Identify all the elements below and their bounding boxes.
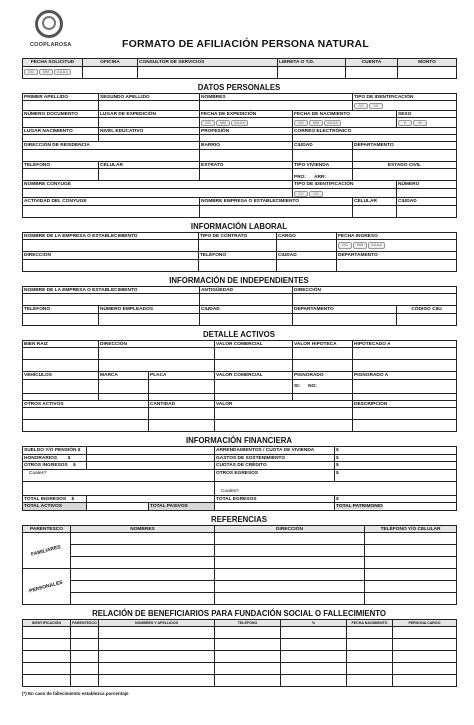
company-logo: [30, 10, 72, 54]
bien-direccion-field[interactable]: [99, 348, 215, 360]
nombres-label: NOMBRES: [200, 93, 353, 101]
estrato-label: ESTRATO: [200, 161, 293, 169]
ciiu-label: CÓDIGO CIIU: [397, 306, 457, 314]
beneficiarios-table: [22, 619, 457, 686]
affiliation-form: [22, 8, 456, 696]
ben-parentesco-label: PARENTESCO: [72, 621, 97, 626]
numero-conyuge-label: NÚMERO: [397, 181, 457, 189]
tipo-id-label: TIPO DE IDENTIFICACIÓN: [353, 93, 457, 101]
ref-parentesco-label: PARENTESCO: [23, 525, 71, 533]
section-independientes: INFORMACIÓN DE INDEPENDIENTES: [169, 275, 309, 285]
top-info-table: [22, 58, 457, 79]
cuales-ingresos-field[interactable]: Cuales?: [23, 469, 215, 481]
arrendamientos-field[interactable]: $: [335, 447, 457, 455]
estrato-field[interactable]: [200, 169, 293, 181]
fecha-ingreso-label: FECHA INGRESO: [337, 232, 457, 240]
cuotas-field[interactable]: $: [335, 462, 457, 470]
fecha-solicitud-label: FECHA SOLICITUD: [23, 59, 83, 67]
ciiu-field[interactable]: [397, 313, 457, 325]
financiera-table: [22, 446, 457, 511]
ben-telefono-label: TELÉFONO: [215, 620, 281, 626]
profesion-label: PROFESIÓN: [200, 127, 293, 135]
nombre-conyuge-field[interactable]: [23, 188, 293, 198]
tipo-id-field[interactable]: CC CE: [353, 101, 457, 111]
bien-valor-field[interactable]: [215, 348, 293, 360]
ben-nombres-label: NOMBRES Y APELLIDOS: [99, 620, 215, 626]
nombres-field[interactable]: [200, 101, 353, 111]
datos-personales-table: [22, 93, 457, 218]
correo-label: CORREO ELECTRÓNICO: [293, 127, 457, 135]
laboral-table: [22, 232, 457, 272]
sexo-label: SEXO: [397, 110, 457, 118]
ind-ciudad-label: CIUDAD: [200, 306, 293, 314]
num-empleados-field[interactable]: [99, 313, 200, 325]
section-beneficiarios: RELACIÓN DE BENEFICIARIOS PARA FUNDACIÓN SOCIAL O FALLECIMIENTO: [92, 609, 386, 619]
vehiculos-label: VEHÍCULOS: [23, 372, 99, 380]
departamento-label: DEPARTAMENTO: [353, 142, 457, 150]
celular-conyuge-field[interactable]: [353, 205, 397, 217]
lugar-nac-field[interactable]: [23, 135, 99, 142]
fecha-exp-field[interactable]: DD MM AAAA: [200, 118, 293, 128]
activos-table: [22, 340, 457, 433]
gastos-label: GASTOS DE SOSTENIMIENTO: [215, 454, 335, 462]
marca-field[interactable]: [99, 379, 149, 393]
ind-empresa-label: NOMBRE DE LA EMPRESA O ESTABLECIMIENTO: [23, 286, 200, 294]
cantidad-field[interactable]: [149, 408, 215, 420]
tipo-contrato-field[interactable]: [199, 240, 277, 252]
arrendamientos-label: ARRENDAMIENTOS / CUOTA DE VIVIENDA: [215, 447, 335, 455]
laboral-ciudad-field[interactable]: [277, 259, 337, 271]
ciudad-conyuge-field[interactable]: [397, 205, 457, 217]
otros-ingresos-field[interactable]: [87, 462, 215, 470]
lugar-exp-label: LUGAR DE EXPEDICIÓN: [99, 110, 200, 118]
ref-nombres-label: NOMBRES: [71, 525, 215, 533]
tipo-vivienda-field[interactable]: PRO: ARR:: [293, 169, 353, 181]
antiguedad-field[interactable]: [200, 294, 293, 306]
libreta-label: LIBRETA O T.D.: [278, 59, 346, 67]
profesion-field[interactable]: [200, 135, 293, 142]
laboral-direccion-field[interactable]: [23, 259, 199, 271]
gastos-field[interactable]: $: [335, 454, 457, 462]
consultor-label: CONSULTOR DE SERVICIOS: [138, 59, 278, 67]
tipo-contrato-label: TIPO DE CONTRATO: [199, 232, 277, 240]
dir-res-label: DIRECCIÓN DE RESIDENCIA: [23, 142, 200, 150]
cuotas-label: CUOTAS DE CRÉDITO: [215, 462, 335, 470]
bien-raiz-label: BIEN RAIZ: [23, 340, 99, 348]
nombre-conyuge-label: NOMBRE CONYUGE: [23, 181, 293, 189]
num-empleados-label: NÚMERO EMPLEADOS: [99, 306, 200, 314]
section-financiera: INFORMACIÓN FINANCIERA: [185, 436, 293, 446]
dir-res-field[interactable]: [23, 149, 200, 161]
fecha-nac-label: FECHA DE NACIMIENTO: [293, 110, 397, 118]
otros-egresos-label: OTROS EGRESOS: [215, 469, 335, 481]
bien-direccion-label: DIRECCIÓN: [99, 340, 215, 348]
cargo-label: CARGO: [277, 232, 337, 240]
departamento-field[interactable]: [353, 149, 457, 161]
segundo-apellido-label: SEGUNDO APELLIDO: [99, 93, 200, 101]
ben-id-label: IDENTIFICACIÓN: [23, 620, 71, 626]
otros-activos-label: OTROS ACTIVOS: [23, 400, 149, 408]
fecha-ingreso-field[interactable]: DD MM AAAA: [337, 240, 457, 252]
lugar-nac-label: LUGAR NACIMIENTO: [23, 127, 99, 135]
otros-ingresos-label: OTROS INGRESOS $: [23, 462, 87, 470]
cargo-field[interactable]: [277, 240, 337, 252]
empresa-conyuge-label: NOMBRE EMPRESA O ESTABLECIMIENTO: [200, 198, 353, 206]
section-datos-personales: DATOS PERSONALES: [197, 82, 281, 92]
numero-conyuge-field[interactable]: [397, 188, 457, 198]
fecha-nac-field[interactable]: DD MM AAAA: [293, 118, 397, 128]
numero-doc-label: NÚMERO DOCUMENTO: [23, 110, 99, 118]
antiguedad-label: ANTIGÜEDAD: [200, 286, 293, 294]
referencias-table: [22, 525, 457, 606]
ind-telefono-label: TELÉFONO: [23, 306, 99, 314]
ind-departamento-field[interactable]: [293, 313, 397, 325]
ref-telefono-label: TELÉFONO Y/O CELULAR: [365, 525, 457, 533]
honorarios-label: HONORARIOS $: [23, 454, 87, 462]
fecha-solicitud-field[interactable]: DD MM AAAA: [23, 66, 83, 78]
barrio-label: BARRIO: [200, 142, 293, 150]
descripcion-label: DESCRIPCIÓN: [353, 400, 457, 408]
sexo-field[interactable]: F M: [397, 118, 457, 128]
correo-field[interactable]: [293, 135, 457, 142]
ind-direccion-label: DIRECCIÓN: [293, 286, 457, 294]
tipo-vivienda-label: TIPO VIVIENDA: [293, 161, 353, 169]
estado-civil-label: ESTADO CIVIL: [353, 161, 457, 169]
laboral-departamento-label: DEPARTAMENTO: [337, 252, 457, 260]
laboral-empresa-field[interactable]: [23, 240, 199, 252]
placa-field[interactable]: [149, 379, 215, 393]
otros-activos-field[interactable]: [23, 408, 149, 420]
veh-valor-field[interactable]: [215, 379, 293, 393]
placa-label: PLACA: [149, 372, 215, 380]
total-egresos-field[interactable]: $: [335, 495, 457, 503]
cuenta-field[interactable]: [346, 66, 398, 78]
telefono-field[interactable]: [23, 169, 99, 181]
primer-apellido-label: PRIMER APELLIDO: [23, 93, 99, 101]
actividad-conyuge-label: ACTIVIDAD DEL CONYUGE: [23, 198, 200, 206]
total-ingresos-label: TOTAL INGRESOS $: [23, 495, 87, 503]
total-egresos-label: TOTAL EGRESOS: [215, 495, 335, 503]
monto-field[interactable]: [398, 66, 457, 78]
veh-valor-label: VALOR COMERCIAL: [215, 372, 293, 380]
ben-cargo-label: PERSONA CARGO: [393, 620, 457, 626]
total-pasivos-label: TOTAL PASIVOS: [149, 503, 215, 511]
sueldo-label: SUELDO Y/O PENSIÓN $: [23, 447, 87, 455]
bien-valor-label: VALOR COMERCIAL: [215, 340, 293, 348]
segundo-apellido-field[interactable]: [99, 101, 200, 111]
otros-valor-field[interactable]: [215, 408, 353, 420]
monto-label: MONTO: [398, 59, 457, 67]
telefono-label: TELÉFONO: [23, 161, 99, 169]
barrio-field[interactable]: [200, 149, 293, 161]
laboral-telefono-label: TELÉFONO: [199, 252, 277, 260]
actividad-conyuge-field[interactable]: [23, 205, 200, 217]
libreta-field[interactable]: [278, 66, 346, 78]
total-ingresos-field[interactable]: [87, 495, 215, 503]
honorarios-field[interactable]: [87, 454, 215, 462]
bien-raiz-field[interactable]: [23, 348, 99, 360]
ben-fecha-label: FECHA NACIMIENTO: [347, 620, 393, 626]
header: [22, 8, 456, 58]
descripcion-field[interactable]: [353, 408, 457, 420]
section-referencias: REFERENCIAS: [211, 514, 267, 524]
celular-field[interactable]: [99, 169, 200, 181]
total-pasivos-field[interactable]: [215, 503, 335, 511]
cantidad-label: CANTIDAD: [149, 400, 215, 408]
brand-name: COOPLAROSA: [30, 42, 72, 48]
pignorado-a-field[interactable]: [353, 379, 457, 393]
ind-empresa-field[interactable]: [23, 294, 200, 306]
ciudad-conyuge-label: CIUDAD: [397, 198, 457, 206]
oficina-label: OFICINA: [83, 59, 138, 67]
laboral-departamento-field[interactable]: [337, 259, 457, 271]
otros-egresos-field[interactable]: $: [335, 469, 457, 481]
estado-civil-field[interactable]: [353, 169, 457, 181]
cuenta-label: CUENTA: [346, 59, 398, 67]
valor-hipoteca-field[interactable]: [293, 348, 353, 360]
celular-label: CELULAR: [99, 161, 200, 169]
nivel-edu-field[interactable]: [99, 135, 200, 142]
ref-direccion-label: DIRECCIÓN: [215, 525, 365, 533]
familiares-group: FAMILIARES: [23, 533, 71, 569]
laboral-direccion-label: DIRECCIÓN: [23, 252, 199, 260]
hipotecado-a-field[interactable]: [353, 348, 457, 360]
pignorado-a-label: PIGNORADO A: [353, 372, 457, 380]
cuales-egresos-field[interactable]: Cuales?: [215, 481, 457, 495]
nivel-edu-label: NIVEL EDUCATIVO: [99, 127, 200, 135]
pignorado-label: PIGNORADO: [293, 372, 353, 380]
ind-telefono-field[interactable]: [23, 313, 99, 325]
tipo-id-conyuge-field[interactable]: CC CE: [293, 188, 397, 198]
marca-label: MARCA: [99, 372, 149, 380]
form-title: FORMATO DE AFILIACIÓN PERSONA NATURAL: [122, 38, 369, 50]
section-activos: DETALLE ACTIVOS: [203, 329, 275, 339]
total-activos-label: TOTAL ACTIVOS: [23, 503, 87, 511]
ciudad-label: CIUDAD: [293, 142, 353, 150]
ciudad-field[interactable]: [293, 149, 353, 161]
ind-departamento-label: DEPARTAMENTO: [293, 306, 397, 314]
oficina-field[interactable]: [83, 66, 138, 78]
tipo-id-conyuge-label: TIPO DE IDENTIFICACIÓN: [293, 181, 397, 189]
ind-direccion-field[interactable]: [293, 294, 457, 306]
consultor-field[interactable]: [138, 66, 278, 78]
laboral-telefono-field[interactable]: [199, 259, 277, 271]
footnote: (*) En caso de fallecimiento establezca porcentaje: [22, 690, 129, 696]
independientes-table: [22, 286, 457, 326]
total-patrimonio-label: TOTAL PATRIMONIO: [335, 503, 457, 511]
valor-hipoteca-label: VALOR HIPOTECA: [293, 340, 353, 348]
sueldo-field[interactable]: [87, 447, 215, 455]
pignorado-field[interactable]: SI: NO:: [293, 379, 353, 393]
ind-ciudad-field[interactable]: [200, 313, 293, 325]
lugar-exp-field[interactable]: [99, 118, 200, 128]
section-laboral: INFORMACIÓN LABORAL: [190, 221, 288, 231]
ben-pct-label: %: [281, 620, 347, 626]
laboral-empresa-label: NOMBRE DE LA EMPRESA O ESTABLECIMIENTO: [23, 232, 199, 240]
celular-conyuge-label: CELULAR: [353, 198, 397, 206]
empresa-conyuge-field[interactable]: [200, 205, 353, 217]
total-activos-field[interactable]: [87, 503, 149, 511]
otros-valor-label: VALOR: [215, 400, 353, 408]
numero-doc-field[interactable]: [23, 118, 99, 128]
vehiculos-field[interactable]: [23, 379, 99, 393]
laboral-ciudad-label: CIUDAD: [277, 252, 337, 260]
primer-apellido-field[interactable]: [23, 101, 99, 111]
hipotecado-a-label: HIPOTECADO A: [353, 340, 457, 348]
fecha-exp-label: FECHA DE EXPEDICIÓN: [200, 110, 293, 118]
personales-group: PERSONALES: [23, 569, 71, 605]
